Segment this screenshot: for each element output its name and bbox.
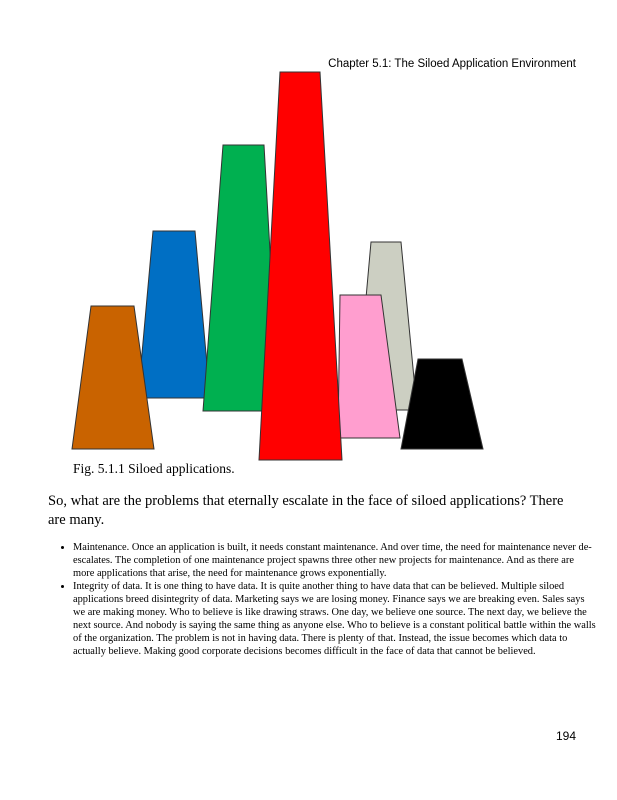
list-item: • Integrity of data. It is one thing to have data. It is quite another thing to have data that can be believed. Multiple siloed applications breed disintegrity of data. Marketing says we are losing money. Finance says we are breaking even. Sales says we are making money. Who to believe is like drawing straws. One day, we believe one source. The next day, we believe the next source. And nobody is saying the same thing as anyone else. Who to believe is a constant political battle within the walls of the organization. The problem is not in having data. There is plenty of that. Instead, the issue becomes which data to actually believe. Making good corporate decisions becomes difficult in the face of data that cannot be believed. [73,580,597,658]
silo-orange [72,306,154,449]
silo-blue [138,231,210,398]
silo-red [259,72,342,460]
list-item: • Maintenance. Once an application is built, it needs constant maintenance. And over time, the need for maintenance never de-escalates. The completion of one maintenance project spawns three other new projects for maintenance. And as there are more applications that arise, the need for maintenance grows exponentially. [73,541,597,580]
page-number: 194 [555,729,576,743]
page-header: Chapter 5.1: The Siloed Application Environment [328,58,576,70]
figure-caption: Fig. 5.1.1 Siloed applications. [73,461,235,476]
problem-list [53,541,597,658]
intro-paragraph: So, what are the problems that eternally escalate in the face of siloed applications? There are many. [48,493,564,528]
